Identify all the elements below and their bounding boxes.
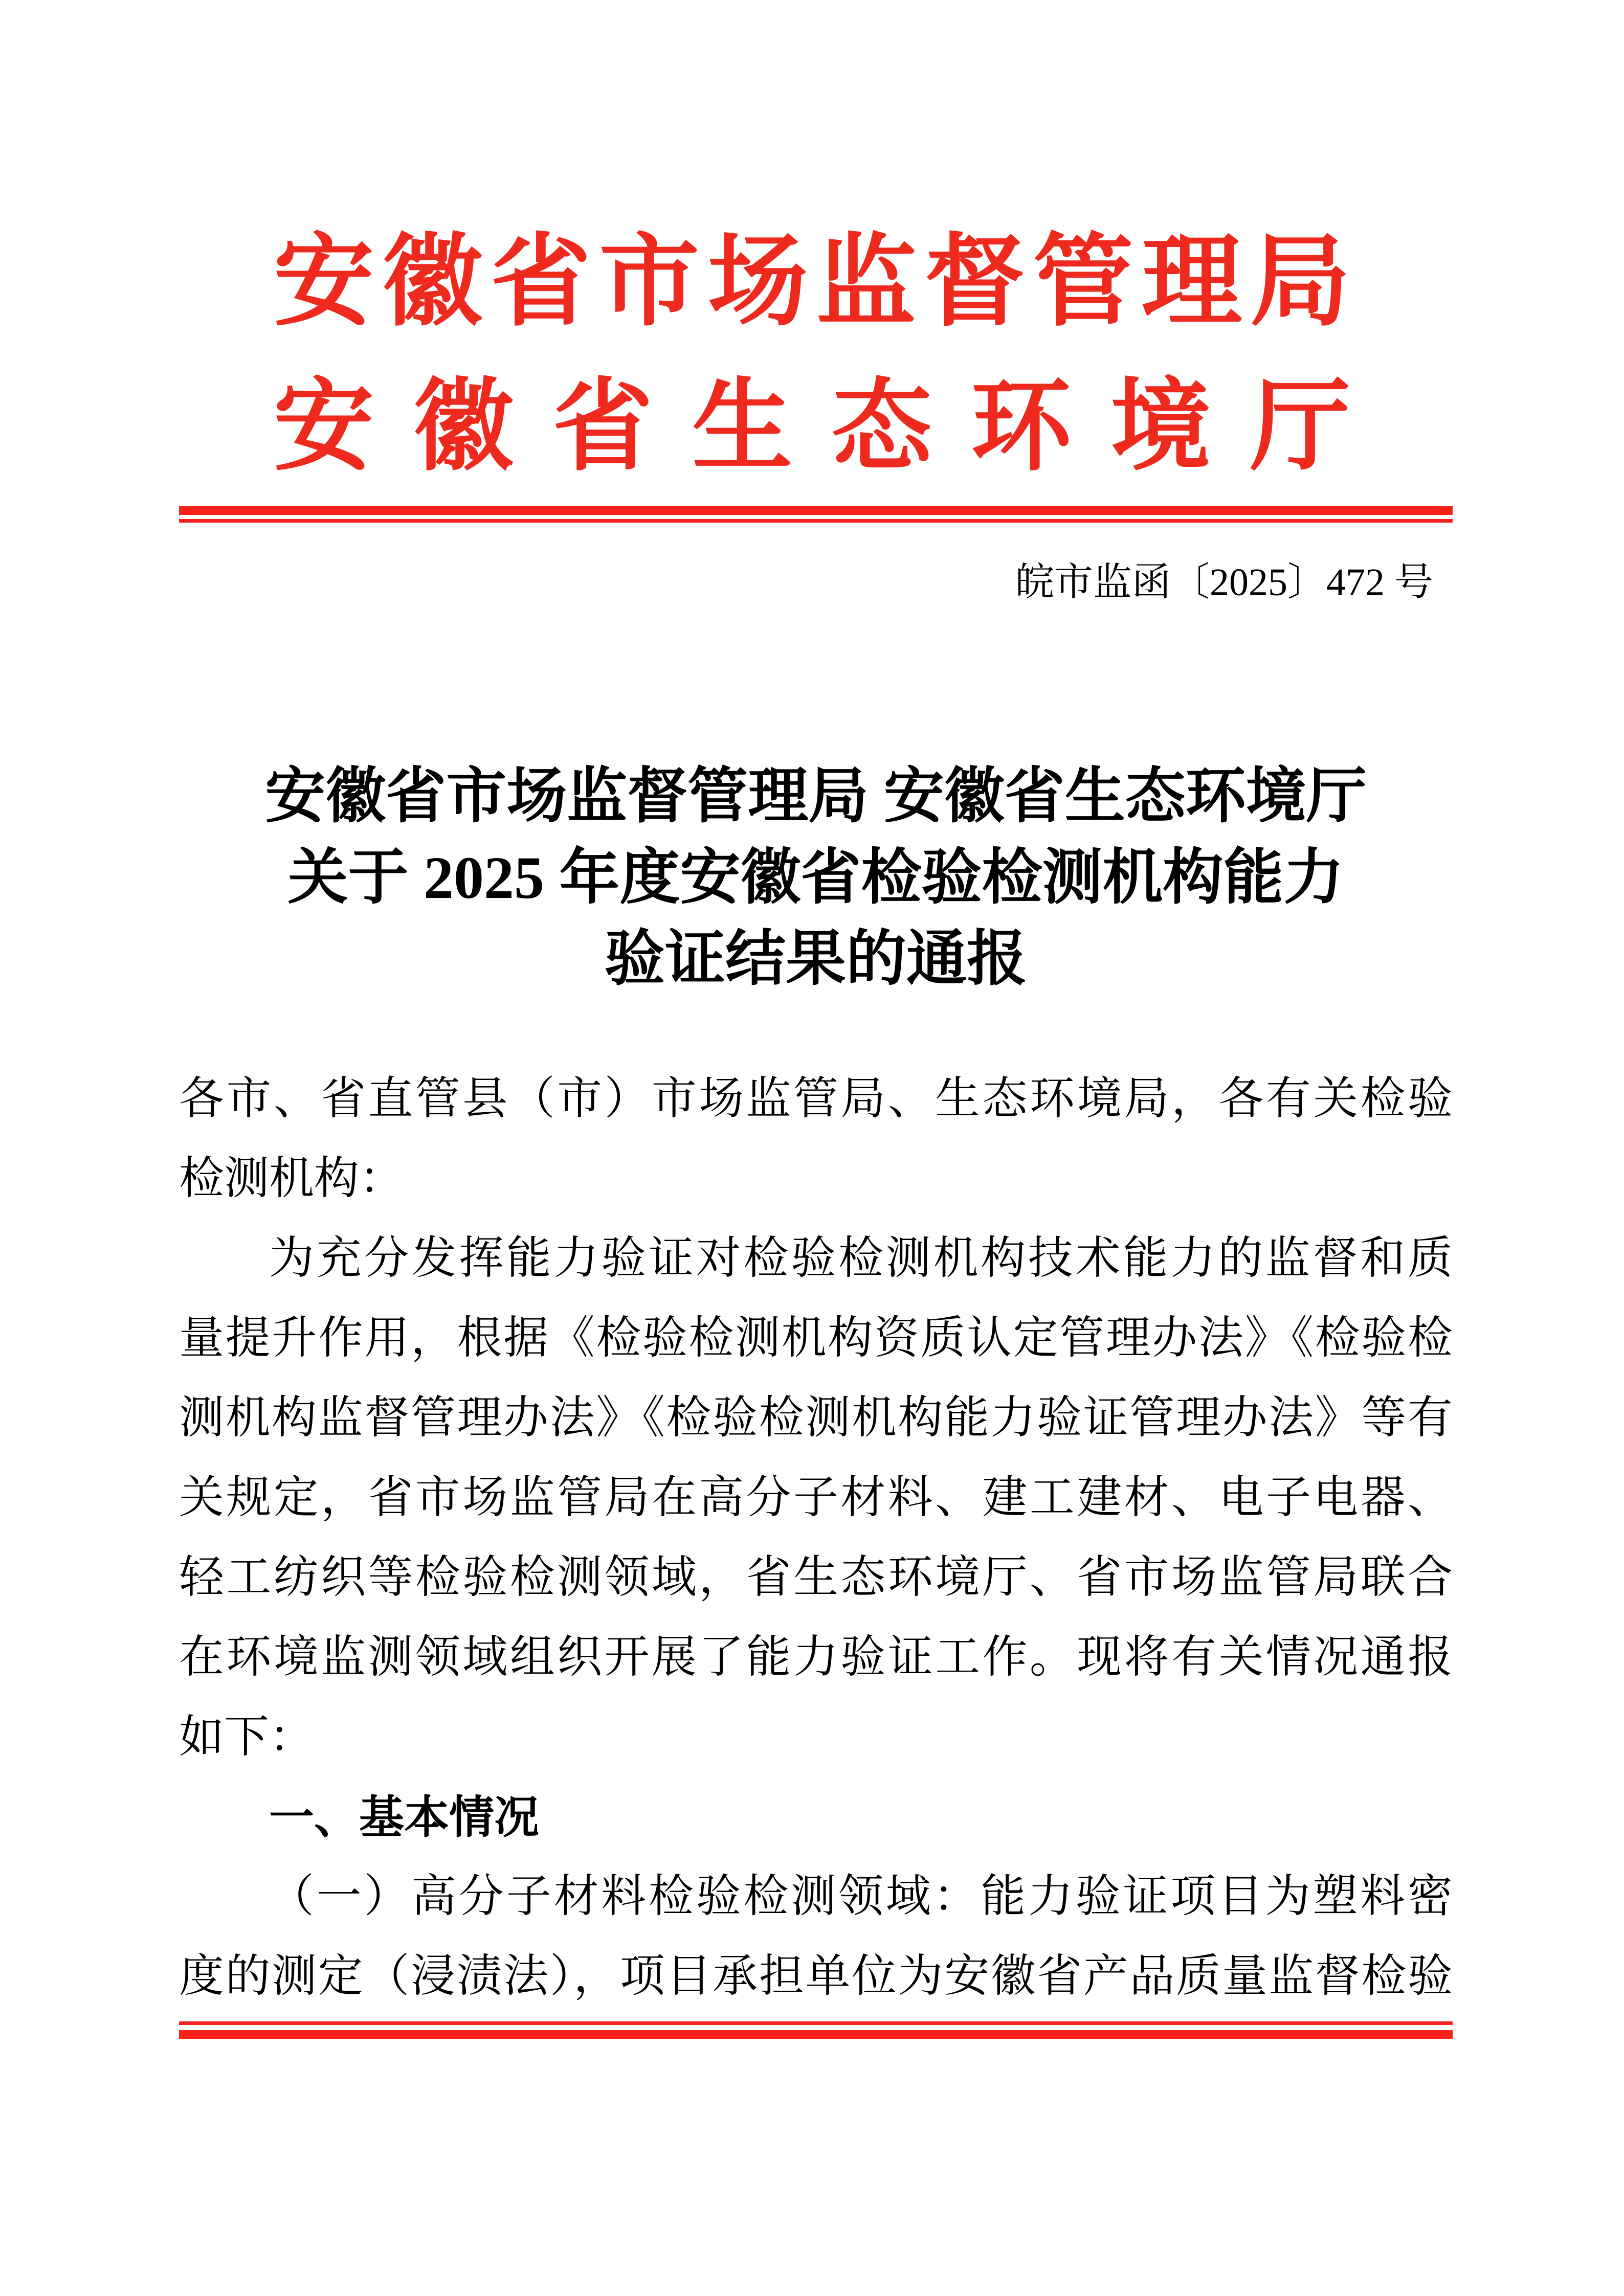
body-line: 一、基本情况 (269, 1792, 540, 1842)
title-line-1: 安徽省市场监督管理局 安徽省生态环境厅 (265, 763, 1367, 830)
body-line: 度的测定（浸渍法），项目承担单位为安徽省产品质量监督检验 (179, 1952, 1453, 2001)
body-line: 关规定，省市场监管局在高分子材料、建工建材、电子电器、 (179, 1473, 1453, 1523)
header-rule-thin (179, 519, 1453, 523)
body-line: 各市、省直管县（市）市场监管局、生态环境局，各有关检验 (179, 1074, 1453, 1124)
body-line: 为充分发挥能力验证对检验检测机构技术能力的监督和质 (269, 1234, 1453, 1284)
footer-rule-thick (179, 2030, 1453, 2039)
header-agency-line-2: 安徽省生态环境厅 (274, 372, 1350, 483)
body-line: 轻工纺织等检验检测领域，省生态环境厅、省市场监管局联合 (179, 1553, 1453, 1603)
document-body (179, 1060, 1453, 2017)
doc-number: 皖市监函〔2025〕472 号 (1015, 561, 1433, 604)
header-agency-line-1: 安徽省市场监督管理局 (274, 227, 1350, 338)
body-line: 在环境监测领域组织开展了能力验证工作。现将有关情况通报 (179, 1633, 1453, 1682)
header-rule-thick (179, 506, 1453, 515)
title-line-2: 关于 2025 年度安徽省检验检测机构能力 (287, 844, 1344, 911)
body-line: 如下： (179, 1713, 315, 1762)
body-line: 检测机构： (179, 1154, 405, 1204)
body-line: （一）高分子材料检验检测领域：能力验证项目为塑料密 (269, 1872, 1453, 1922)
document-title (179, 756, 1453, 1000)
footer-rule-thin (179, 2021, 1453, 2025)
body-line: 测机构监督管理办法》《检验检测机构能力验证管理办法》等有 (179, 1393, 1453, 1443)
title-line-3: 验证结果的通报 (604, 926, 1027, 993)
body-line: 量提升作用，根据《检验检测机构资质认定管理办法》《检验检 (179, 1314, 1453, 1363)
